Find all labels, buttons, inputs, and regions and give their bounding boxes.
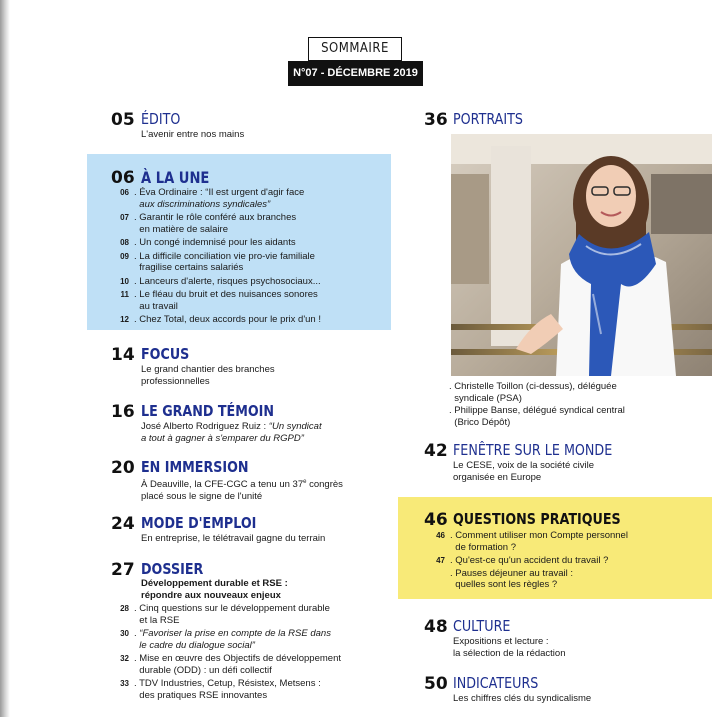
- portraits-title[interactable]: PORTRAITS: [453, 110, 523, 128]
- list-item[interactable]: 06 . Éva Ordinaire : “Il est urgent d'agir face aux discriminations syndicales”: [120, 187, 305, 210]
- monde-title[interactable]: FENÊTRE SUR LE MONDE: [453, 441, 613, 459]
- indicateurs-title[interactable]: INDICATEURS: [453, 674, 539, 692]
- portraits-list: [449, 381, 625, 428]
- edito-sub: L'avenir entre nos mains: [141, 129, 245, 140]
- list-item[interactable]: 12 . Chez Total, deux accords pour le prix d'un !: [120, 314, 321, 325]
- emploi-page: 24: [111, 514, 135, 534]
- dossier-heading: Développement durable et RSE : répondre aux nouveaux enjeux: [141, 578, 288, 601]
- immersion-title[interactable]: EN IMMERSION: [141, 458, 249, 476]
- list-item[interactable]: 47 . Qu'est-ce qu'un accident du travail ?: [436, 555, 609, 566]
- questions-list: [416, 530, 628, 591]
- issue-label: N°07 - DÉCEMBRE 2019: [288, 61, 423, 86]
- list-item[interactable]: . Pauses déjeuner au travail : quelles sont les règles ?: [450, 567, 574, 590]
- alaune-page: 06: [111, 168, 135, 188]
- edito-page: 05: [111, 110, 135, 130]
- questions-page: 46: [424, 510, 448, 530]
- edito-title[interactable]: ÉDITO: [141, 110, 181, 128]
- indicateurs-page: 50: [424, 674, 448, 694]
- temoin-sub: José Alberto Rodriguez Ruiz : “Un syndicat a tout à gagner à s'emparer du RGPD”: [141, 421, 322, 444]
- emploi-title[interactable]: MODE D'EMPLOI: [141, 514, 257, 532]
- monde-sub: Le CESE, voix de la société civile organisée en Europe: [453, 460, 594, 483]
- alaune-list: [100, 187, 321, 326]
- list-item[interactable]: 08 . Un congé indemnisé pour les aidants: [120, 237, 296, 248]
- culture-page: 48: [424, 617, 448, 637]
- temoin-page: 16: [111, 402, 135, 422]
- portrait-photo: [451, 134, 712, 376]
- focus-page: 14: [111, 345, 135, 365]
- dossier-list: [100, 603, 341, 701]
- list-item[interactable]: . Christelle Toillon (ci-dessus), déléguée syndicale (PSA): [449, 381, 617, 404]
- emploi-sub: En entreprise, le télétravail gagne du terrain: [141, 533, 326, 544]
- dossier-page: 27: [111, 560, 135, 580]
- portraits-page: 36: [424, 110, 448, 130]
- sommaire-title: SOMMAIRE: [308, 37, 402, 61]
- list-item[interactable]: 28 . Cinq questions sur le développement durable et la RSE: [120, 603, 330, 626]
- dossier-title[interactable]: DOSSIER: [141, 560, 204, 578]
- immersion-page: 20: [111, 458, 135, 478]
- list-item[interactable]: 11 . Le fléau du bruit et des nuisances sonores au travail: [120, 289, 318, 312]
- indicateurs-sub: Les chiffres clés du syndicalisme: [453, 693, 592, 704]
- culture-title[interactable]: CULTURE: [453, 617, 511, 635]
- alaune-title[interactable]: À LA UNE: [141, 168, 210, 187]
- focus-title[interactable]: FOCUS: [141, 345, 190, 363]
- focus-sub: Le grand chantier des branches professionnelles: [141, 364, 275, 387]
- list-item[interactable]: 10 . Lanceurs d'alerte, risques psychosociaux...: [120, 275, 321, 287]
- list-item[interactable]: . Philippe Banse, délégué syndical central (Brico Dépôt): [449, 405, 625, 428]
- list-item[interactable]: 46 . Comment utiliser mon Compte personnel de formation ?: [436, 530, 628, 553]
- page-edge-shadow: [0, 0, 10, 717]
- list-item[interactable]: 33 . TDV Industries, Cetup, Résistex, Metsens : des pratiques RSE innovantes: [120, 678, 321, 701]
- list-item[interactable]: 07 . Garantir le rôle conféré aux branches en matière de salaire: [120, 212, 297, 235]
- list-item[interactable]: 30 . “Favoriser la prise en compte de la RSE dans le cadre du dialogue social”: [120, 628, 331, 651]
- temoin-title[interactable]: LE GRAND TÉMOIN: [141, 402, 275, 420]
- questions-title[interactable]: QUESTIONS PRATIQUES: [453, 510, 621, 528]
- immersion-sub: À Deauville, la CFE-CGC a tenu un 37e congrès placé sous le signe de l'unité: [141, 479, 343, 502]
- list-item[interactable]: 09 . La difficile conciliation vie pro-vie familiale fragilise certains salariés: [120, 250, 315, 273]
- list-item[interactable]: 32 . Mise en œuvre des Objectifs de développement durable (ODD) : un défi collectif: [120, 653, 341, 676]
- monde-page: 42: [424, 441, 448, 461]
- culture-sub: Expositions et lecture : la sélection de la rédaction: [453, 636, 566, 659]
